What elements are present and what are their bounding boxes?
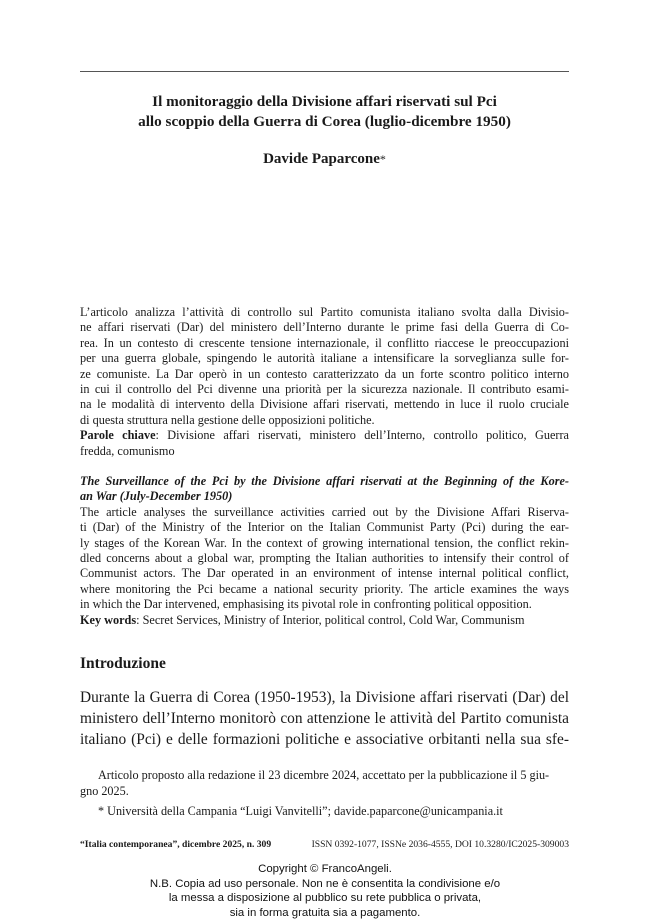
article-title xyxy=(80,92,569,132)
footnotes xyxy=(80,768,569,820)
keywords-en xyxy=(80,613,569,628)
abstract-it-line: in cui il controllo del Pci divenne una priorità per la sicurezza nazionale. Il contributo esami- xyxy=(80,382,569,397)
author-name xyxy=(80,151,569,168)
title-line-2: allo scoppio della Guerra di Corea (luglio-dicembre 1950) xyxy=(138,113,511,130)
english-title-line-1: The Surveillance of the Pci by the Divisione affari riservati at the Beginning of the Kore- xyxy=(80,474,569,488)
top-rule xyxy=(80,71,569,72)
keywords-it xyxy=(80,428,569,443)
abstract-en-line: where monitoring the Pci became a national security priority. The article examines the ways xyxy=(80,581,569,596)
footnote-affiliation: * Università della Campania “Luigi Vanvitelli”; davide.paparcone@unicampania.it xyxy=(98,804,503,818)
footnote-line: Articolo proposto alla redazione il 23 dicembre 2024, accettato per la pubblicazione il 5 giu- xyxy=(98,768,550,782)
copyright-line: la messa a disposizione al pubblico su rete pubblica o privata, xyxy=(168,892,482,905)
keywords-en-text: : Secret Services, Ministry of Interior, political control, Cold War, Communism xyxy=(136,612,525,627)
keywords-en-label: Key words xyxy=(80,612,137,627)
abstract-it-line: rea. In un contesto di crescente tensione internazionale, il conflitto riaccese le preoccupazioni xyxy=(80,335,569,350)
journal-citation xyxy=(80,839,569,850)
author-footnote-mark: * xyxy=(379,152,386,166)
abstract-it-line: di questa struttura nella gestione delle opposizioni politiche. xyxy=(80,412,375,427)
abstract-en-line: The article analyses the surveillance activities carried out by the Divisione Affari Riserva- xyxy=(80,504,569,519)
body-line: Durante la Guerra di Corea (1950-1953), la Divisione affari riservati (Dar) del xyxy=(80,689,569,706)
body-line: italiano (Pci) e delle formazioni politiche e associative orbitanti nella sua sfe- xyxy=(80,731,569,748)
english-title-line-2: an War (July-December 1950) xyxy=(80,489,233,504)
abstract-it-line: ne affari riservati (Dar) del ministero dell’Interno durante le prime fasi della Guerra di Co- xyxy=(80,320,569,335)
abstract-en-line: in which the Dar intervened, emphasising its pivotal role in confronting political opposition. xyxy=(80,597,532,612)
abstract-en-line: Communist actors. The Dar operated in an environment of intense internal political conflict, xyxy=(80,566,569,581)
author-text: Davide Paparcone xyxy=(263,151,380,167)
keywords-it-text: : Divisione affari riservati, ministero dell’Interno, controllo politico, Guerra xyxy=(155,428,569,443)
keywords-it-label: Parole chiave xyxy=(80,428,156,443)
journal-identifiers: ISSN 0392-1077, ISSNe 2036-4555, DOI 10.3280/IC2025-309003 xyxy=(311,839,569,850)
title-line-1: Il monitoraggio della Divisione affari riservati sul Pci xyxy=(152,93,497,110)
journal-name: “Italia contemporanea”, dicembre 2025, n. 309 xyxy=(80,839,272,850)
body-paragraph xyxy=(80,687,569,750)
abstract-it-line: na le modalità di intervento della Divisione affari riservati, mettendo in luce il ruolo cruciale xyxy=(80,397,569,412)
abstract-it-line: ze comuniste. La Dar operò in un contesto caratterizzato da un forte scontro politico interno xyxy=(80,366,569,381)
section-heading: Introduzione xyxy=(80,655,166,672)
footnote-submission xyxy=(80,768,569,799)
keywords-it-continued: fredda, comunismo xyxy=(80,443,175,458)
body-line: ministero dell’Interno monitorò con attenzione le attività del Partito comunista xyxy=(80,710,569,727)
footnote-line: gno 2025. xyxy=(80,783,129,798)
abstract-italian xyxy=(80,305,569,459)
abstract-en-line: ti (Dar) of the Ministry of the Interior on the Italian Communist Party (Pci) during the ear- xyxy=(80,520,569,535)
abstract-it-line: per una guerra globale, spingendo le autorità italiane a intensificare la sorveglianza sulle for- xyxy=(80,351,569,366)
abstract-en-line: dled concerns about a global war, prompting the Italian authorities to intensify their control of xyxy=(80,551,569,566)
copyright-line: Copyright © FrancoAngeli. xyxy=(258,863,392,875)
abstract-it-line: L’articolo analizza l’attività di controllo sul Partito comunista italiano svolta dalla Divisio- xyxy=(80,305,569,319)
copyright-notice xyxy=(0,862,650,920)
abstract-en-line: ly stages of the Korean War. In the context of growing international tension, the conflict rekin- xyxy=(80,535,569,550)
copyright-line: sia in forma gratuita sia a pagamento. xyxy=(229,906,421,919)
abstract-english xyxy=(80,474,569,628)
copyright-line: N.B. Copia ad uso personale. Non ne è consentita la condivisione e/o xyxy=(149,877,501,890)
